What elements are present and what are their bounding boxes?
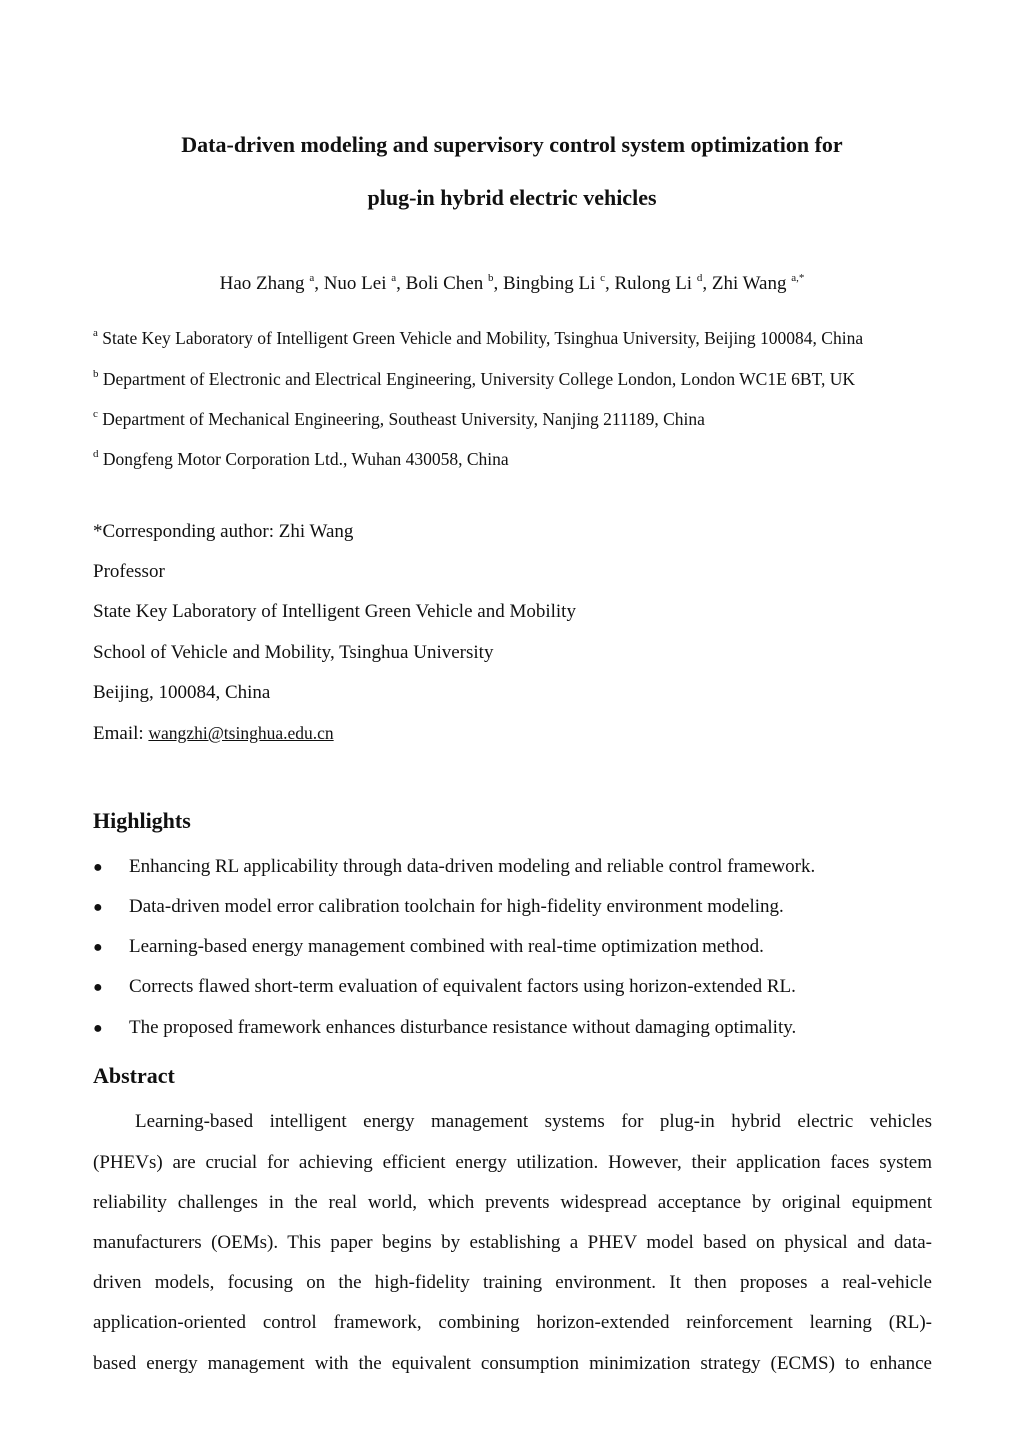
author-affil-mark: d bbox=[696, 271, 703, 284]
corresponding-author-school: School of Vehicle and Mobility, Tsinghua University bbox=[93, 642, 494, 663]
bullet-icon: ● bbox=[93, 899, 103, 916]
author-name: Bingbing Li bbox=[502, 273, 596, 294]
affiliation-c: $^c$ Department of Mechanical Engineering, Southeast University, Nanjing 211189, China bbox=[93, 408, 705, 429]
highlight-item: ● Corrects flawed short-term evaluation of equivalent factors using horizon-extended RL. bbox=[93, 974, 796, 1001]
author-name: Boli Chen bbox=[405, 273, 484, 294]
author-affil-mark: a bbox=[391, 271, 397, 284]
author-list: Hao Zhang $^a$, Nuo Lei $^a$, Boli Chen $^b$, Bingbing Li $^c$, Rulong Li $^d$, Zhi Wang $^{a,*}$ bbox=[219, 271, 805, 294]
paper-title-line-1: Data-driven modeling and supervisory control system optimization for bbox=[181, 132, 843, 157]
abstract-line: based energy management with the equivalent consumption minimization strategy (ECMS) to enhance bbox=[93, 1353, 932, 1374]
affiliation-d: $^d$ Dongfeng Motor Corporation Ltd., Wuhan 430058, China bbox=[93, 448, 509, 469]
bullet-icon: ● bbox=[93, 939, 103, 956]
author-name: Rulong Li bbox=[614, 273, 693, 294]
corresponding-author-email-row bbox=[93, 720, 334, 747]
affiliation-a: $^a$ State Key Laboratory of Intelligent Green Vehicle and Mobility, Tsinghua University, Beijing 100084, China bbox=[93, 327, 864, 348]
bullet-icon: ● bbox=[93, 979, 103, 996]
abstract-line: application-oriented control framework, combining horizon-extended reinforcement learning (RL)- bbox=[93, 1312, 932, 1333]
corresponding-author-position: Professor bbox=[93, 561, 165, 582]
highlight-item: ● Enhancing RL applicability through data-driven modeling and reliable control framework. bbox=[93, 854, 815, 881]
affiliation-b: $^b$ Department of Electronic and Electrical Engineering, University College London, London WC1E 6BT, UK bbox=[93, 368, 856, 389]
author-name: Zhi Wang bbox=[711, 273, 787, 294]
abstract-heading: Abstract bbox=[93, 1063, 175, 1088]
highlight-item: ● Learning-based energy management combined with real-time optimization method. bbox=[93, 934, 764, 961]
author-affil-mark: b bbox=[487, 271, 494, 284]
abstract-line: (PHEVs) are crucial for achieving efficient energy utilization. However, their application faces system bbox=[93, 1152, 932, 1173]
bullet-icon: ● bbox=[93, 859, 103, 876]
abstract-line: reliability challenges in the real world, which prevents widespread acceptance by original equipment bbox=[93, 1192, 932, 1213]
author-affil-mark: a bbox=[309, 271, 315, 284]
abstract-line: driven models, focusing on the high-fidelity training environment. It then proposes a real-vehicle bbox=[93, 1272, 932, 1293]
corresponding-author-city: Beijing, 100084, China bbox=[93, 682, 271, 703]
author-name: Hao Zhang bbox=[219, 273, 305, 294]
highlight-item: ● The proposed framework enhances disturbance resistance without damaging optimality. bbox=[93, 1015, 796, 1042]
abstract-line: manufacturers (OEMs). This paper begins by establishing a PHEV model based on physical and data- bbox=[93, 1232, 932, 1253]
author-name: Nuo Lei bbox=[323, 273, 387, 294]
highlights-heading: Highlights bbox=[93, 808, 191, 833]
corresponding-author-lab: State Key Laboratory of Intelligent Green Vehicle and Mobility bbox=[93, 601, 576, 622]
paper-title-line-2: plug-in hybrid electric vehicles bbox=[367, 185, 657, 210]
email-label: Email: bbox=[93, 723, 149, 744]
abstract-line: Learning-based intelligent energy management systems for plug-in hybrid electric vehicles bbox=[135, 1111, 932, 1132]
author-affil-mark: c bbox=[600, 271, 605, 284]
email-link[interactable]: wangzhi@tsinghua.edu.cn bbox=[148, 723, 334, 743]
corresponding-author-label: *Corresponding author: Zhi Wang bbox=[93, 521, 354, 542]
author-affil-mark: a,* bbox=[791, 271, 805, 284]
highlight-item: ● Data-driven model error calibration toolchain for high-fidelity environment modeling. bbox=[93, 894, 784, 921]
bullet-icon: ● bbox=[93, 1020, 103, 1037]
